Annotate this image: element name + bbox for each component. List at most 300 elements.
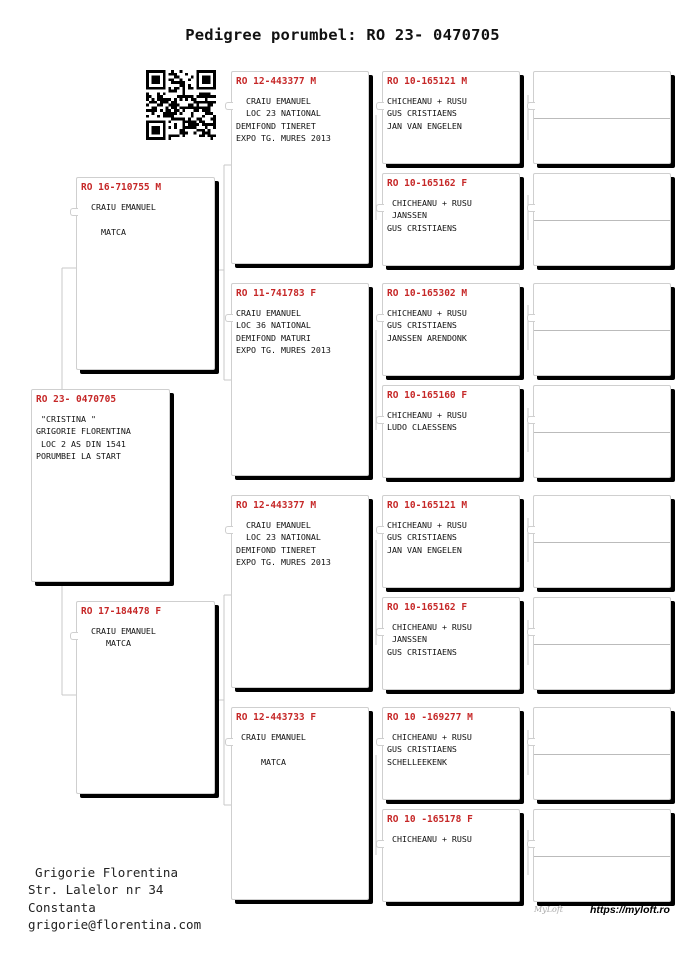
qr-module — [208, 87, 211, 90]
qr-module — [152, 87, 155, 90]
detail-line: MATCA — [81, 638, 131, 649]
detail-line: JAN VAN ENGELEN — [387, 544, 462, 555]
qr-module — [163, 129, 166, 132]
qr-module — [146, 70, 149, 73]
qr-module — [191, 126, 194, 129]
qr-module — [160, 101, 163, 104]
qr-module — [146, 81, 149, 84]
qr-module — [196, 109, 199, 112]
qr-module — [146, 92, 149, 95]
detail-line: PORUMBEI LA START — [36, 451, 121, 462]
pigeon-card[interactable] — [31, 389, 170, 582]
qr-module — [213, 95, 216, 98]
qr-module — [177, 76, 180, 79]
qr-module — [205, 78, 208, 81]
detail-line: EXPO TG. MURES 2013 — [236, 133, 331, 144]
detail-line: LOC 23 NATIONAL — [236, 108, 321, 119]
qr-module — [174, 73, 177, 76]
qr-module — [160, 70, 163, 73]
qr-module — [210, 112, 213, 115]
qr-module — [154, 126, 157, 129]
qr-module — [177, 109, 180, 112]
qr-module — [210, 134, 213, 137]
detail-line: CRAIU EMANUEL — [81, 202, 156, 212]
qr-module — [199, 106, 202, 109]
qr-module — [208, 112, 211, 115]
qr-module — [213, 70, 216, 73]
blank-ancestor-card[interactable] — [533, 495, 671, 588]
detail-line: JANSSEN ARENDONK — [387, 332, 467, 343]
qr-module — [185, 126, 188, 129]
qr-module — [171, 112, 174, 115]
ring-code: RO 10 -169277 M — [387, 712, 473, 723]
qr-module — [168, 104, 171, 107]
qr-module — [196, 78, 199, 81]
qr-module — [202, 109, 205, 112]
qr-module — [171, 73, 174, 76]
owner-contact — [28, 864, 201, 933]
great-grandparent-card[interactable] — [382, 385, 520, 478]
qr-module — [160, 104, 163, 107]
qr-module — [191, 98, 194, 101]
qr-module — [163, 76, 166, 79]
qr-module — [163, 137, 166, 140]
qr-module — [168, 126, 171, 129]
qr-module — [171, 78, 174, 81]
qr-module — [157, 120, 160, 123]
qr-module — [213, 120, 216, 123]
qr-module — [177, 81, 180, 84]
qr-module — [188, 95, 191, 98]
qr-module — [171, 70, 174, 73]
qr-module — [196, 104, 199, 107]
qr-module — [174, 76, 177, 79]
detail-line: GUS CRISTIAENS — [387, 646, 457, 657]
detail-line — [236, 743, 366, 755]
qr-module — [208, 92, 211, 95]
qr-module — [182, 106, 185, 109]
great-grandparent-card[interactable] — [382, 495, 520, 588]
detail-line: LOC 23 NATIONAL — [236, 532, 321, 543]
qr-module — [210, 70, 213, 73]
qr-module — [163, 78, 166, 81]
pigeon-details — [236, 95, 366, 145]
qr-module — [163, 84, 166, 87]
qr-module — [182, 126, 185, 129]
qr-module — [180, 81, 183, 84]
qr-module — [182, 90, 185, 93]
qr-module — [202, 95, 205, 98]
pigeon-details — [236, 307, 366, 357]
detail-line: MATCA — [236, 756, 286, 767]
qr-module — [182, 118, 185, 121]
pigeon-details — [387, 307, 517, 344]
owner-street: Str. Lalelor nr 34 — [28, 882, 164, 898]
qr-module — [202, 76, 205, 79]
detail-line: MATCA — [81, 226, 126, 237]
qr-module — [196, 87, 199, 90]
qr-module — [146, 120, 149, 123]
qr-module — [163, 70, 166, 73]
qr-module — [154, 120, 157, 123]
owner-email[interactable]: grigorie@florentina.com — [28, 916, 202, 932]
blank-ancestor-card[interactable] — [533, 707, 671, 800]
qr-module — [191, 104, 194, 107]
qr-module — [177, 134, 180, 137]
signature-logo: MyLoft — [534, 905, 564, 914]
qr-module — [199, 95, 202, 98]
detail-line: CHICHEANU + RUSU — [387, 96, 467, 106]
qr-module — [152, 120, 155, 123]
qr-module — [152, 76, 155, 79]
blank-ancestor-card[interactable] — [533, 385, 671, 478]
qr-module — [182, 129, 185, 132]
qr-module — [152, 132, 155, 135]
detail-line: CHICHEANU + RUSU — [387, 622, 472, 632]
qr-module — [168, 78, 171, 81]
qr-module — [208, 123, 211, 126]
qr-module — [163, 132, 166, 135]
blank-ancestor-card[interactable] — [533, 283, 671, 376]
qr-module — [194, 120, 197, 123]
detail-line: CRAIU EMANUEL — [236, 96, 311, 106]
ring-code: RO 12-443377 M — [236, 76, 317, 87]
qr-module — [213, 81, 216, 84]
qr-module — [194, 132, 197, 135]
qr-module — [199, 87, 202, 90]
qr-module — [157, 126, 160, 129]
qr-module — [146, 137, 149, 140]
qr-module — [182, 81, 185, 84]
great-grandparent-card[interactable] — [382, 809, 520, 902]
qr-module — [194, 123, 197, 126]
blank-ancestor-card[interactable] — [533, 71, 671, 164]
qr-module — [208, 76, 211, 79]
qr-module — [177, 104, 180, 107]
qr-module — [152, 106, 155, 109]
qr-module — [160, 98, 163, 101]
qr-module — [180, 112, 183, 115]
detail-line: JANSSEN — [387, 210, 427, 221]
great-grandparent-card[interactable] — [382, 283, 520, 376]
qr-module — [202, 81, 205, 84]
detail-line: GUS CRISTIAENS — [387, 222, 457, 233]
qr-module — [196, 73, 199, 76]
qr-module — [160, 95, 163, 98]
qr-module — [152, 98, 155, 101]
qr-module — [163, 101, 166, 104]
qr-module — [213, 123, 216, 126]
qr-module — [160, 120, 163, 123]
qr-module — [205, 70, 208, 73]
qr-module — [182, 132, 185, 135]
qr-module — [196, 118, 199, 121]
detail-line: CRAIU EMANUEL — [236, 308, 301, 318]
qr-module — [154, 132, 157, 135]
pigeon-details — [236, 731, 366, 768]
qr-module — [174, 123, 177, 126]
qr-module — [174, 118, 177, 121]
qr-module — [205, 87, 208, 90]
ring-code: RO 16-710755 M — [81, 182, 162, 193]
qr-module — [196, 95, 199, 98]
blank-ancestor-card[interactable] — [533, 173, 671, 266]
qr-module — [213, 84, 216, 87]
qr-module — [152, 78, 155, 81]
ring-code: RO 10-165121 M — [387, 76, 468, 87]
qr-module — [182, 109, 185, 112]
qr-module — [154, 101, 157, 104]
qr-module — [174, 126, 177, 129]
blank-ancestor-card[interactable] — [533, 597, 671, 690]
qr-module — [146, 123, 149, 126]
qr-module — [163, 112, 166, 115]
great-grandparent-card[interactable] — [382, 707, 520, 800]
qr-module — [182, 92, 185, 95]
qr-module — [199, 120, 202, 123]
qr-module — [210, 104, 213, 107]
detail-line: GUS CRISTIAENS — [387, 744, 457, 755]
qr-module — [202, 129, 205, 132]
detail-line: LUDO CLAESSENS — [387, 422, 457, 433]
owner-name: Grigorie Florentina — [35, 865, 178, 880]
qr-module — [210, 95, 213, 98]
qr-module — [146, 132, 149, 135]
qr-module — [205, 123, 208, 126]
qr-module — [152, 112, 155, 115]
qr-module — [149, 109, 152, 112]
grandparent-card[interactable] — [231, 707, 369, 900]
pigeon-details — [387, 731, 517, 768]
qr-module — [194, 109, 197, 112]
qr-module — [174, 104, 177, 107]
detail-line: CRAIU EMANUEL — [236, 732, 306, 742]
qr-module — [166, 106, 169, 109]
qr-module — [202, 78, 205, 81]
ring-code: RO 12-443377 M — [236, 500, 317, 511]
qr-module — [166, 109, 169, 112]
qr-module — [180, 98, 183, 101]
great-grandparent-card[interactable] — [382, 173, 520, 266]
qr-module — [202, 106, 205, 109]
qr-module — [146, 134, 149, 137]
qr-module — [194, 101, 197, 104]
qr-module — [168, 90, 171, 93]
qr-module — [146, 129, 149, 132]
dam-card[interactable] — [76, 601, 215, 794]
qr-module — [194, 98, 197, 101]
qr-module — [213, 76, 216, 79]
qr-module — [191, 95, 194, 98]
qr-module — [185, 73, 188, 76]
qr-module — [208, 129, 211, 132]
qr-module — [188, 87, 191, 90]
detail-line: CHICHEANU + RUSU — [387, 520, 467, 530]
qr-module — [166, 101, 169, 104]
qr-module — [202, 120, 205, 123]
qr-module — [191, 76, 194, 79]
detail-line: DEMIFOND MATURI — [236, 332, 311, 343]
qr-module — [180, 84, 183, 87]
qr-module — [199, 129, 202, 132]
qr-module — [146, 115, 149, 118]
qr-module — [205, 98, 208, 101]
qr-module — [205, 101, 208, 104]
qr-module — [205, 109, 208, 112]
qr-module — [157, 78, 160, 81]
qr-module — [196, 84, 199, 87]
sire-card[interactable] — [76, 177, 215, 370]
detail-line: DEMIFOND TINERET — [236, 120, 316, 131]
qr-module — [163, 81, 166, 84]
qr-module — [146, 84, 149, 87]
qr-module — [168, 120, 171, 123]
qr-module — [208, 70, 211, 73]
qr-module — [180, 106, 183, 109]
qr-module — [205, 126, 208, 129]
qr-module — [194, 106, 197, 109]
qr-module — [163, 73, 166, 76]
qr-module — [182, 87, 185, 90]
qr-module — [180, 129, 183, 132]
qr-module — [210, 137, 213, 140]
qr-module — [154, 137, 157, 140]
qr-module — [160, 109, 163, 112]
detail-line: CHICHEANU + RUSU — [387, 198, 472, 208]
qr-module — [196, 101, 199, 104]
qr-module — [168, 98, 171, 101]
qr-module — [152, 126, 155, 129]
qr-module — [152, 109, 155, 112]
ring-code: RO 10-165121 M — [387, 500, 468, 511]
qr-module — [166, 115, 169, 118]
qr-module — [208, 101, 211, 104]
qr-module — [180, 70, 183, 73]
detail-line: GUS CRISTIAENS — [387, 532, 457, 543]
qr-module — [213, 134, 216, 137]
detail-line: SCHELLEEKENK — [387, 756, 447, 767]
qr-module — [163, 92, 166, 95]
qr-module — [213, 78, 216, 81]
qr-module — [163, 134, 166, 137]
qr-module — [188, 126, 191, 129]
qr-module — [191, 87, 194, 90]
qr-module — [157, 81, 160, 84]
detail-line: CHICHEANU + RUSU — [387, 732, 472, 742]
detail-line: CHICHEANU + RUSU — [387, 308, 467, 318]
pigeon-details — [387, 519, 517, 556]
great-grandparent-card[interactable] — [382, 597, 520, 690]
qr-module — [174, 109, 177, 112]
qr-module — [157, 70, 160, 73]
qr-module — [202, 134, 205, 137]
qr-module — [182, 123, 185, 126]
qr-module — [168, 109, 171, 112]
qr-module — [149, 95, 152, 98]
pigeon-details — [387, 95, 517, 132]
qr-module — [152, 81, 155, 84]
qr-module — [210, 87, 213, 90]
qr-module — [205, 92, 208, 95]
qr-module — [199, 101, 202, 104]
pigeon-details — [387, 197, 517, 234]
qr-module — [194, 126, 197, 129]
qr-module — [202, 87, 205, 90]
grandparent-card[interactable] — [231, 495, 369, 688]
qr-module — [157, 137, 160, 140]
qr-module — [202, 123, 205, 126]
ring-code: RO 11-741783 F — [236, 288, 317, 299]
qr-module — [213, 101, 216, 104]
qr-module — [205, 132, 208, 135]
grandparent-card[interactable] — [231, 283, 369, 476]
qr-module — [171, 104, 174, 107]
qr-module — [182, 120, 185, 123]
qr-module — [213, 115, 216, 118]
qr-module — [154, 109, 157, 112]
qr-module — [191, 106, 194, 109]
qr-module — [163, 98, 166, 101]
qr-module — [208, 134, 211, 137]
qr-module — [146, 78, 149, 81]
qr-module — [208, 78, 211, 81]
qr-module — [146, 87, 149, 90]
qr-module — [185, 120, 188, 123]
page-title: Pedigree porumbel: RO 23- 0470705 — [185, 26, 500, 44]
qr-module — [174, 87, 177, 90]
qr-module — [157, 129, 160, 132]
qr-module — [208, 81, 211, 84]
pigeon-details — [387, 621, 517, 658]
grandparent-card[interactable] — [231, 71, 369, 264]
qr-module — [196, 106, 199, 109]
qr-module — [171, 101, 174, 104]
qr-module — [188, 104, 191, 107]
detail-line — [81, 213, 212, 225]
qr-module — [152, 70, 155, 73]
qr-module — [196, 129, 199, 132]
detail-line: CHICHEANU + RUSU — [387, 410, 467, 420]
great-grandparent-card[interactable] — [382, 71, 520, 164]
qr-module — [157, 104, 160, 107]
detail-line: EXPO TG. MURES 2013 — [236, 557, 331, 568]
qr-module — [208, 106, 211, 109]
qr-module — [146, 76, 149, 79]
ring-code: RO 12-443733 F — [236, 712, 317, 723]
qr-module — [188, 78, 191, 81]
qr-module — [157, 132, 160, 135]
site-link[interactable]: https://myloft.ro — [590, 904, 670, 916]
qr-module — [196, 123, 199, 126]
qr-module — [177, 95, 180, 98]
qr-module — [157, 92, 160, 95]
qr-module — [149, 101, 152, 104]
pigeon-details — [81, 201, 212, 238]
qr-module — [171, 115, 174, 118]
qr-module — [171, 118, 174, 121]
detail-line: DEMIFOND TINERET — [236, 544, 316, 555]
blank-ancestor-card[interactable] — [533, 809, 671, 902]
ring-code: RO 10-165162 F — [387, 178, 468, 189]
detail-line: EXPO TG. MURES 2013 — [236, 345, 331, 356]
detail-line: GRIGORIE FLORENTINA — [36, 426, 131, 437]
pigeon-details — [81, 625, 212, 650]
qr-module — [196, 70, 199, 73]
qr-module — [154, 76, 157, 79]
qr-module — [146, 104, 149, 107]
qr-module — [205, 95, 208, 98]
qr-module — [199, 118, 202, 121]
